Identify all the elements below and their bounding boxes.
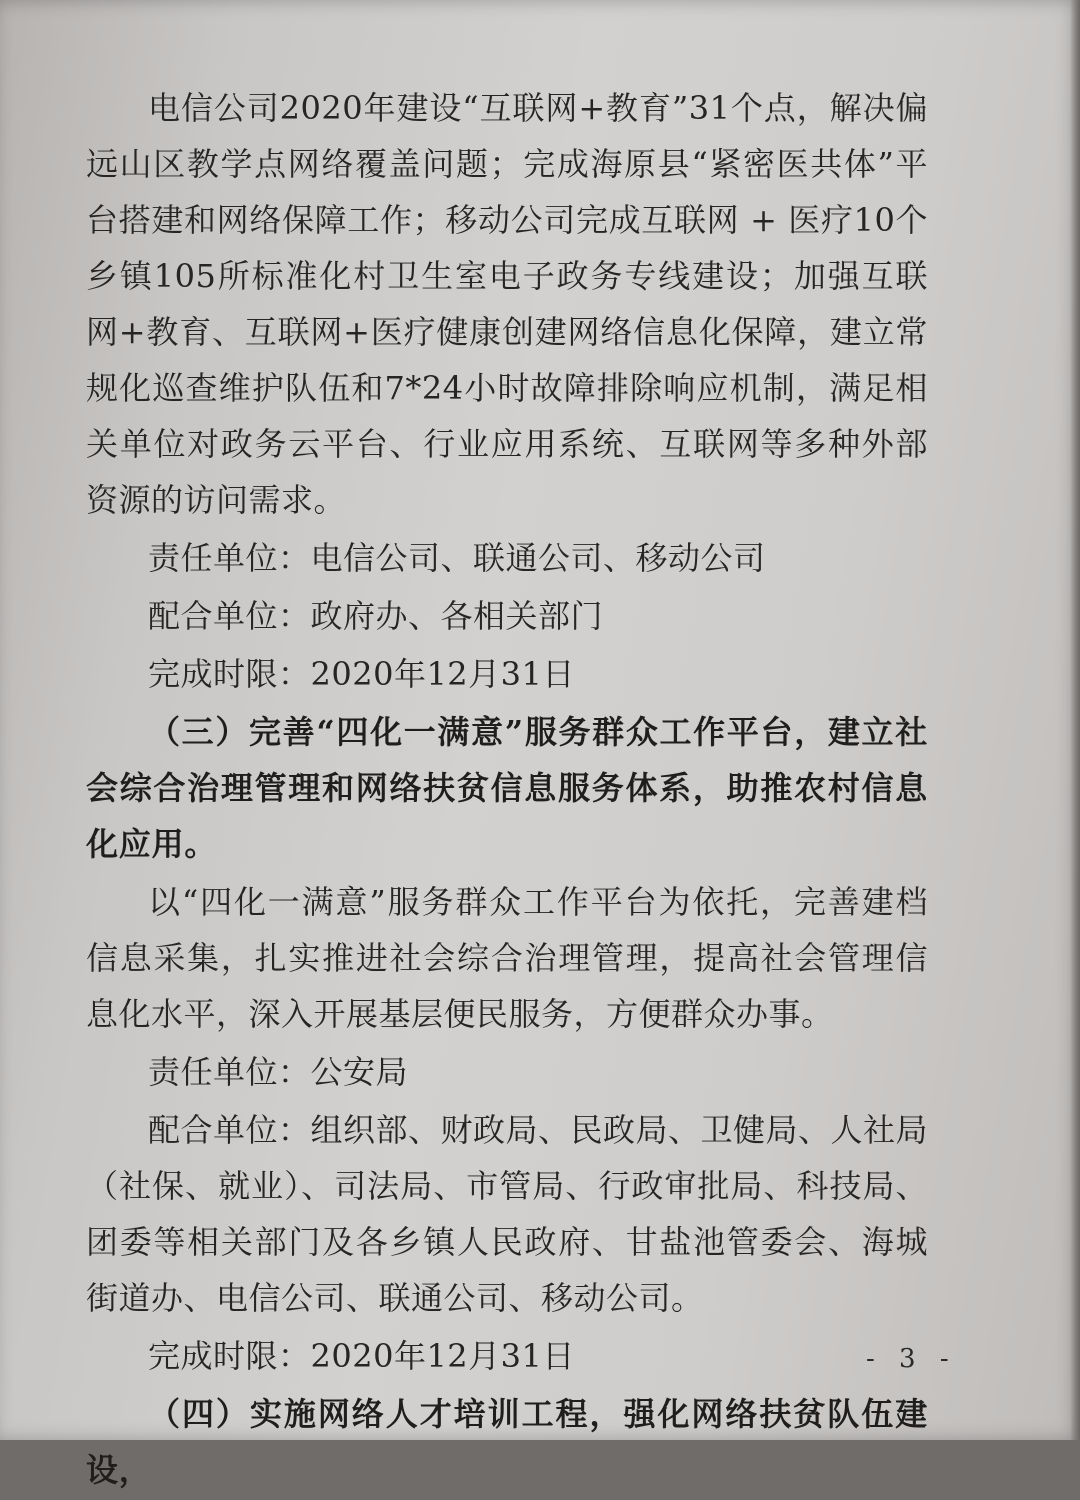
paragraph-service-platform: 以“四化一满意”服务群众工作平台为依托，完善建档信息采集，扎实推进社会综合治理管理，提高社会管理信息化水平，深入开展基层便民服务，方便群众办事。 <box>86 883 928 1033</box>
paragraph-internet-education-medical: 电信公司2020年建设“互联网+教育”31个点，解决偏远山区教学点网络覆盖问题；完成海原县“紧密医共体”平台搭建和网络保障工作；移动公司完成互联网 + 医疗10个乡镇105所标准化村卫生室电子政务专线建设；加强互联网+教育、互联网+医疗健康创建网络信息化保障，建立常规化巡查维护队伍和7*24小时故障排除响应机制，满足相关单位对政务云平台、行业应用系统、互联网等多种外部资源的访问需求。 <box>86 89 928 519</box>
section-heading-4: （四）实施网络人才培训工程，强化网络扶贫队伍建设， <box>86 1395 928 1489</box>
cooperating-units-1: 配合单位：政府办、各相关部门 <box>148 597 604 635</box>
deadline-1: 完成时限：2020年12月31日 <box>148 655 575 693</box>
page-number: - 3 - <box>866 1344 957 1374</box>
document-body <box>86 80 928 1500</box>
deadline-2: 完成时限：2020年12月31日 <box>148 1337 575 1375</box>
section-heading-3: （三）完善“四化一满意”服务群众工作平台，建立社会综合治理管理和网络扶贫信息服务体系，助推农村信息化应用。 <box>86 713 928 863</box>
responsible-units-1: 责任单位：电信公司、联通公司、移动公司 <box>148 539 766 577</box>
responsible-units-2: 责任单位：公安局 <box>148 1053 409 1091</box>
cooperating-units-2: 配合单位：组织部、财政局、民政局、卫健局、人社局（社保、就业）、司法局、市管局、行政审批局、科技局、团委等相关部门及各乡镇人民政府、甘盐池管委会、海城街道办、电信公司、联通公司、移动公司。 <box>86 1111 929 1317</box>
